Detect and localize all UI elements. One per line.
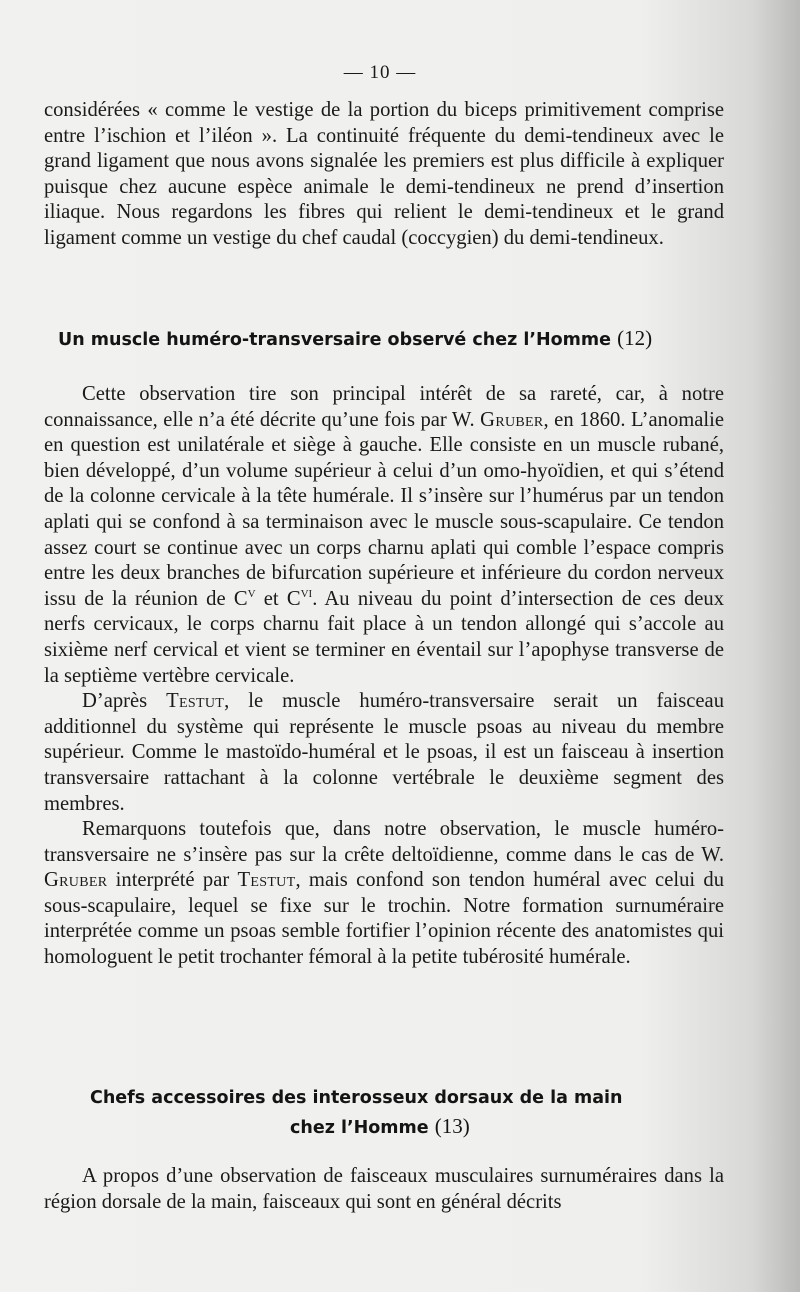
paragraph-text: A propos d’une observation de faisceaux musculaires surnuméraires dans la région dorsale de la main, faisceaux qui sont en général décrits [44,1165,724,1213]
continuation-paragraph [44,98,724,252]
author-name: Testut [237,869,296,892]
paragraph-text: considérées « comme le vestige de la portion du biceps primitivement comprise entre l’ischion et l’iléon ». La continuité fréquente du demi-tendineux avec le grand ligament que nous avons signalée les premiers est plus difficile à expliquer puisque chez aucune espèce animale le demi-tendineux ne prend d’insertion iliaque. Nous regardons les fibres qui relient le demi-tendineux et le grand ligament comme un vestige du chef caudal (coccygien) du demi-tendineux. [44,99,724,249]
section-reference: (13) [434,1114,470,1138]
section-body-interosseux [44,1164,724,1215]
paragraph-remarques: Remarquons toutefois que, dans notre observation, le muscle huméro-transversaire ne s’insère pas sur la crête deltoïdienne, comme dans le cas de W. Gruber interprété par Testut, mais confond son tendon huméral avec celui du sous-scapulaire, lequel se fixe sur le trochin. Notre formation surnuméraire interprétée comme un psoas semble fortifier l’opinion récente des anatomistes qui homologuent le petit trochanter fémoral à la petite tubérosité humérale. [44,818,724,969]
section-heading-interosseux-line2 [290,1114,470,1140]
author-name: Gruber [480,408,544,431]
author-name: Gruber [44,869,108,892]
section-title: Chefs accessoires des interosseux dorsaux de la main [90,1088,623,1108]
section-title-continued: chez l’Homme [290,1118,429,1138]
section-body-humero-transversaire [44,382,724,971]
page-number: — 10 — [343,62,417,83]
section-title: Un muscle huméro-transversaire observé chez l’Homme [58,330,612,350]
paragraph-observation: Cette observation tire son principal intérêt de sa rareté, car, à notre connaissance, elle n’a été décrite qu’une fois par W. Gruber, en 1860. L’anomalie en question est unilatérale et siège à gauche. Elle consiste en un muscle rubané, bien développé, d’un volume supérieur à celui d’un omo-hyoïdien, et qui s’étend de la colonne cervicale à la tête humérale. Il s’insère sur l’humérus par un tendon aplati qui se confond à sa terminaison avec le muscle sous-scapulaire. Ce tendon assez court se continue avec un corps charnu aplati qui comble l’espace compris entre les deux branches de bifurcation supérieure et inférieure du cordon nerveux issu de la réunion de $C^V$ et $C^{VI}$. Au niveau du point d’intersection de ces deux nerfs cervicaux, le corps charnu fait place à un tendon allongé qui s’accole au sixième nerf cervical et vient se terminer en éventail sur l’apophyse transverse de la septième vertèbre cervicale. [44,383,724,687]
section-heading-interosseux-line1 [90,1086,623,1110]
author-name: Testut [166,690,225,713]
section-reference: (12) [617,326,653,350]
paragraph-testut: D’après Testut, le muscle huméro-transversaire serait un faisceau additionnel du système qui représente le muscle psoas au niveau du membre supérieur. Comme le mastoïdo-huméral et le psoas, il est un faisceau à insertion transversaire rattachant à la colonne vertébrale le deuxième segment des membres. [44,690,724,815]
section-heading-humero-transversaire [58,326,652,352]
